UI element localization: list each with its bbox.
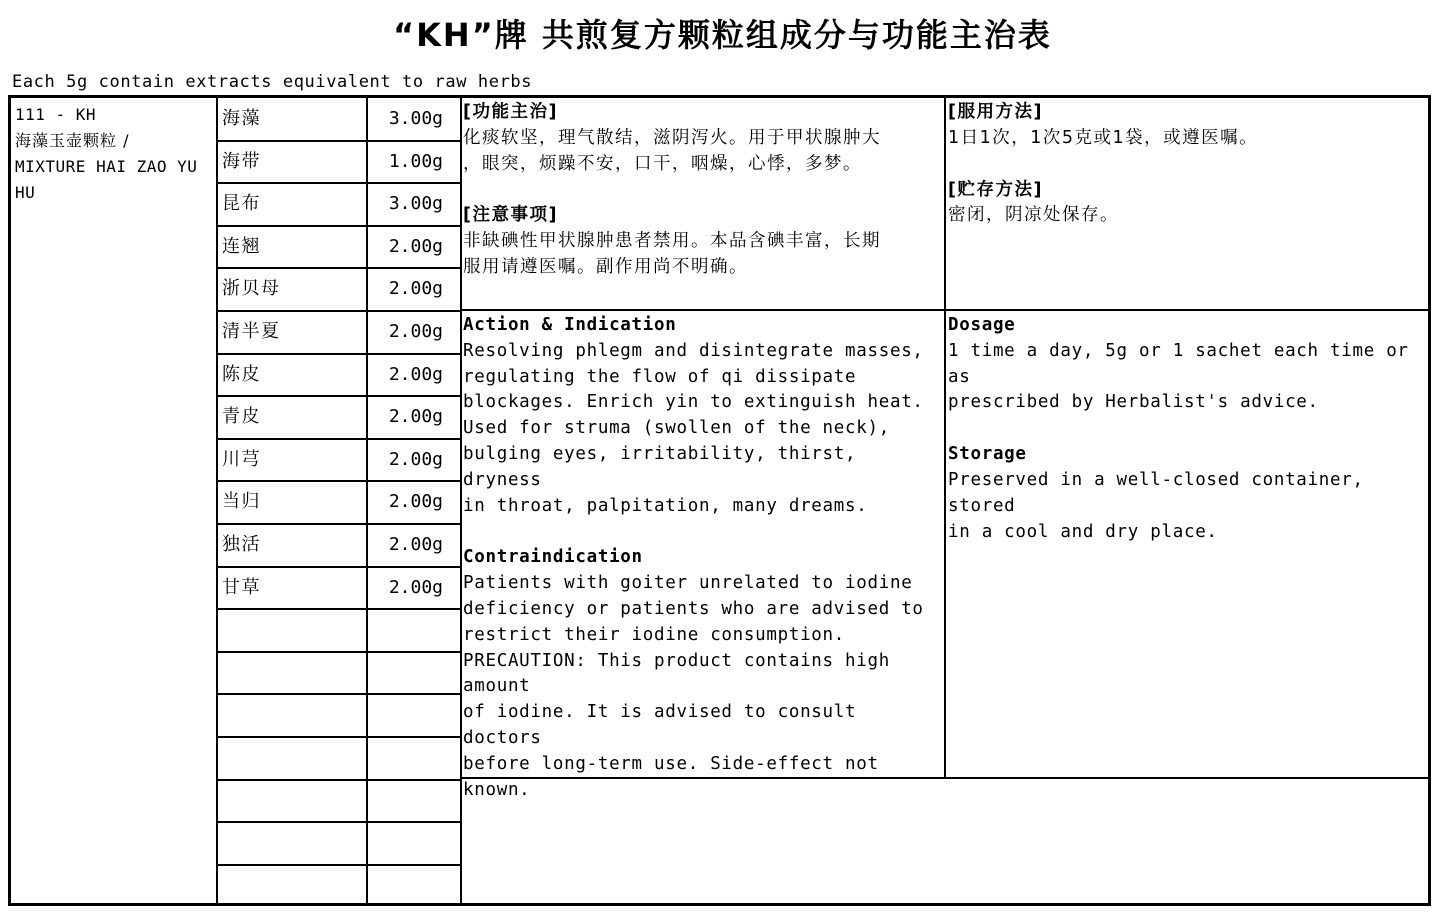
product-name-en: MIXTURE HAI ZAO YU HU [15,157,208,202]
en-dosage-line: prescribed by Herbalist's advice. [948,392,1319,413]
en-storage-line: Preserved in a well-closed container, stored [948,469,1364,516]
page-title: “KH”牌 共煎复方颗粒组成分与功能主治表 [393,16,1052,54]
en-contraindication-heading: Contraindication [463,547,643,568]
zh-indication-line: ，眼突，烦躁不安，口干，咽燥，心悸，多梦。 [463,153,862,174]
herb-quantity: 1.00g [388,151,443,172]
en-storage-line: in a cool and dry place. [948,521,1218,542]
zh-caution-line: 非缺碘性甲状腺肿患者禁用。本品含碘丰富，长期 [463,231,881,252]
herb-name: 当归 [222,491,261,512]
herb-name: 甘草 [222,577,261,598]
en-dosage-line: 1 time a day, 5g or 1 sachet each time or as [948,340,1409,387]
en-indication-heading: Action & Indication [463,315,677,335]
herb-quantity: 2.00g [388,491,443,512]
zh-indication-line: 化痰软坚，理气散结，滋阴泻火。用于甲状腺肿大 [463,127,881,148]
composition-table [8,95,1431,906]
herb-quantity: 2.00g [388,449,443,470]
herb-quantity: 2.00g [388,364,443,385]
zh-dosage-heading: [服用方法] [948,102,1043,122]
en-contraindication-line: Patients with goiter unrelated to iodine [463,573,913,594]
en-contraindication-line: restrict their iodine consumption. [463,624,846,645]
herb-row-divider [216,779,462,781]
herb-name: 川芎 [222,449,261,470]
zh-storage-text: 密闭，阴凉处保存。 [948,205,1119,226]
subtitle: Each 5g contain extracts equivalent to raw herbs [12,72,533,92]
en-contraindication-line: of iodine. It is advised to consult doctors [463,702,857,748]
herb-name: 连翘 [222,236,261,257]
en-indication-line: regulating the flow of qi dissipate [463,366,857,387]
zh-indication-heading: [功能主治] [463,102,558,122]
en-indication-line: Used for struma (swollen of the neck), [463,418,890,439]
herb-quantity: 3.00g [388,193,443,214]
herb-row-divider [216,864,462,866]
divider-text-right [944,98,946,778]
herb-quantity: 2.00g [388,321,443,342]
zh-indication-cell [463,100,941,281]
en-contraindication-line: deficiency or patients who are advised to [463,598,924,619]
herb-row-divider [216,693,462,695]
herb-name: 独活 [222,534,261,555]
zh-dosage-cell [948,100,1424,229]
zh-dosage-text: 1日1次，1次5克或1袋，或遵医嘱。 [948,127,1259,148]
en-indication-line: Resolving phlegm and disintegrate masses, [463,340,924,361]
product-code: 111 - KH [15,105,97,124]
herb-row-divider [216,821,462,823]
herb-name: 海带 [222,151,261,172]
divider-qty-text [460,98,462,903]
herb-name: 浙贝母 [222,278,281,299]
herb-quantity: 2.00g [388,577,443,598]
zh-storage-heading: [贮存方法] [948,179,1043,200]
herb-name: 陈皮 [222,364,261,385]
herb-name: 清半夏 [222,321,281,342]
en-indication-line: blockages. Enrich yin to extinguish heat. [463,392,924,413]
herb-row-divider [216,736,462,738]
en-dosage-cell [948,313,1426,545]
en-storage-heading: Storage [948,444,1027,465]
divider-product-herb [216,98,218,903]
en-indication-line: bulging eyes, irritability, thirst, dryness [463,443,857,490]
herb-name: 青皮 [222,406,261,427]
en-indication-line: in throat, palpitation, many dreams. [463,495,868,516]
divider-herb-qty [366,98,368,903]
herb-quantity: 2.00g [388,406,443,427]
herb-quantity: 3.00g [388,108,443,129]
herb-name: 昆布 [222,193,261,214]
divider-zh-en [460,309,1428,311]
herb-quantity: 2.00g [388,278,443,299]
product-cell [15,102,211,206]
zh-caution-line: 服用请遵医嘱。副作用尚不明确。 [463,256,748,277]
herb-quantity: 2.00g [388,236,443,257]
herb-row-divider [216,651,462,653]
product-name-zh: 海藻玉壶颗粒 / [15,131,130,150]
herb-quantity: 2.00g [388,534,443,555]
en-contraindication-line: PRECAUTION: This product contains high amount [463,650,890,697]
en-dosage-heading: Dosage [948,315,1016,335]
zh-caution-heading: [注意事项] [463,205,558,226]
herb-name: 海藻 [222,108,261,129]
en-contraindication-line: before long-term use. Side-effect not known. [463,753,879,800]
en-indication-cell [463,313,943,803]
